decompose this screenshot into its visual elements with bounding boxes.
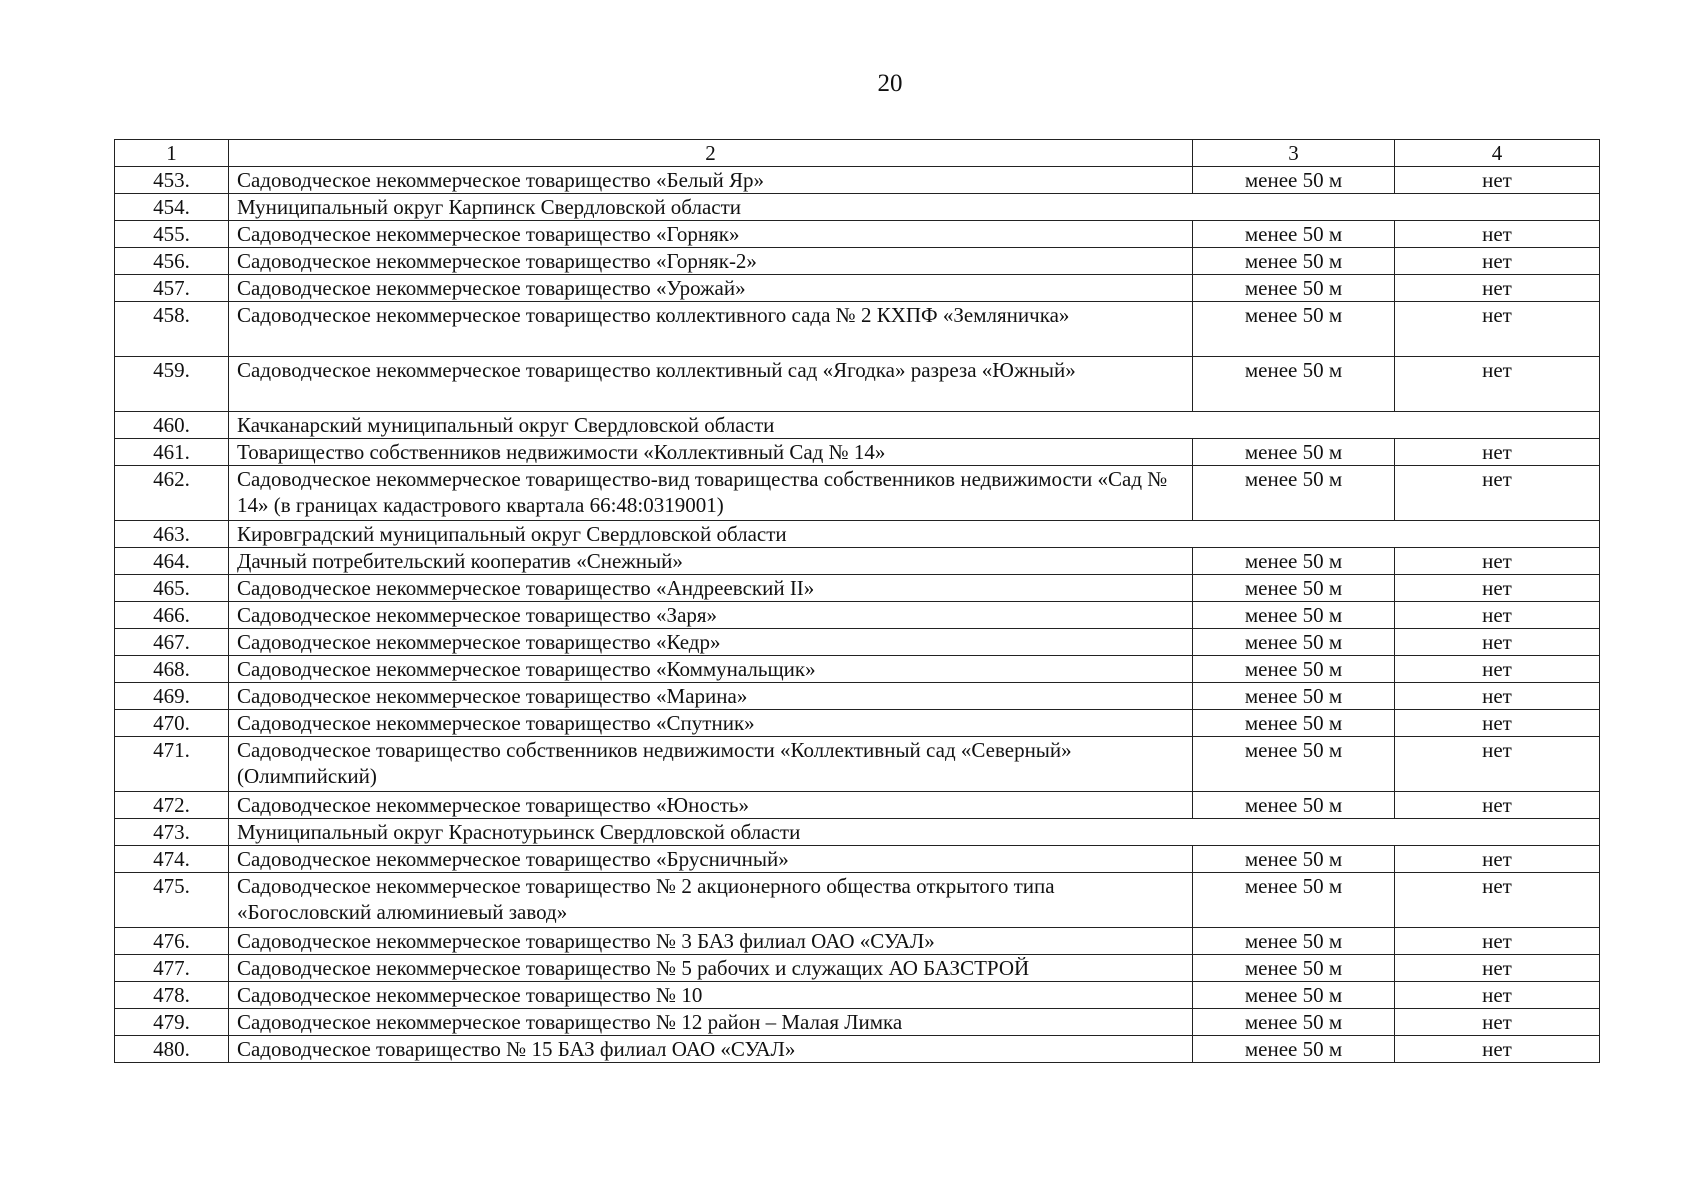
table-row	[115, 167, 1600, 194]
row-number: 453.	[115, 167, 229, 194]
flag-cell: нет	[1395, 275, 1600, 302]
flag-cell: нет	[1395, 602, 1600, 629]
flag-cell: нет	[1395, 1009, 1600, 1036]
row-number: 468.	[115, 656, 229, 683]
flag-cell: нет	[1395, 683, 1600, 710]
organization-name: Садоводческое некоммерческое товарищество «Андреевский II»	[229, 575, 1193, 602]
flag-cell: нет	[1395, 248, 1600, 275]
row-number: 454.	[115, 194, 229, 221]
flag-cell: нет	[1395, 629, 1600, 656]
flag-cell: нет	[1395, 302, 1600, 357]
organization-name: Садоводческое некоммерческое товарищество «Кедр»	[229, 629, 1193, 656]
organization-name: Садоводческое некоммерческое товарищество № 10	[229, 982, 1193, 1009]
row-number: 467.	[115, 629, 229, 656]
flag-cell: нет	[1395, 792, 1600, 819]
flag-cell: нет	[1395, 928, 1600, 955]
table-row	[115, 248, 1600, 275]
row-number: 462.	[115, 466, 229, 521]
table-header	[115, 140, 1600, 167]
table-row	[115, 221, 1600, 248]
row-number: 470.	[115, 710, 229, 737]
distance-cell: менее 50 м	[1193, 602, 1395, 629]
organization-name: Садоводческое некоммерческое товарищество «Заря»	[229, 602, 1193, 629]
table-row	[115, 982, 1600, 1009]
organization-name: Садоводческое некоммерческое товарищество «Юность»	[229, 792, 1193, 819]
distance-cell: менее 50 м	[1193, 982, 1395, 1009]
section-name: Муниципальный округ Карпинск Свердловской области	[229, 194, 1600, 221]
distance-cell: менее 50 м	[1193, 575, 1395, 602]
row-number: 479.	[115, 1009, 229, 1036]
row-number: 475.	[115, 873, 229, 928]
organization-name: Садоводческое товарищество № 15 БАЗ филиал ОАО «СУАЛ»	[229, 1036, 1193, 1063]
row-number: 459.	[115, 357, 229, 412]
flag-cell: нет	[1395, 873, 1600, 928]
flag-cell: нет	[1395, 710, 1600, 737]
distance-cell: менее 50 м	[1193, 248, 1395, 275]
row-number: 457.	[115, 275, 229, 302]
distance-cell: менее 50 м	[1193, 221, 1395, 248]
flag-cell: нет	[1395, 1036, 1600, 1063]
organization-name: Садоводческое некоммерческое товарищество «Горняк-2»	[229, 248, 1193, 275]
distance-cell: менее 50 м	[1193, 466, 1395, 521]
table-row	[115, 710, 1600, 737]
organization-name: Садоводческое некоммерческое товарищество «Белый Яр»	[229, 167, 1193, 194]
distance-cell: менее 50 м	[1193, 629, 1395, 656]
organization-name: Товарищество собственников недвижимости «Коллективный Сад № 14»	[229, 439, 1193, 466]
table-row	[115, 602, 1600, 629]
table-row	[115, 873, 1600, 928]
distance-cell: менее 50 м	[1193, 167, 1395, 194]
table-row	[115, 466, 1600, 521]
row-number: 469.	[115, 683, 229, 710]
distance-cell: менее 50 м	[1193, 439, 1395, 466]
flag-cell: нет	[1395, 955, 1600, 982]
distance-cell: менее 50 м	[1193, 548, 1395, 575]
row-number: 455.	[115, 221, 229, 248]
table-section-row	[115, 194, 1600, 221]
header-col-2: 2	[229, 140, 1193, 167]
table-body	[115, 167, 1600, 1063]
table-row	[115, 1036, 1600, 1063]
distance-cell: менее 50 м	[1193, 792, 1395, 819]
distance-cell: менее 50 м	[1193, 357, 1395, 412]
table-row	[115, 1009, 1600, 1036]
registry-table	[114, 139, 1600, 1063]
header-col-1: 1	[115, 140, 229, 167]
table-row	[115, 357, 1600, 412]
flag-cell: нет	[1395, 466, 1600, 521]
organization-name: Садоводческое некоммерческое товарищество «Урожай»	[229, 275, 1193, 302]
section-name: Качканарский муниципальный округ Свердловской области	[229, 412, 1600, 439]
table-section-row	[115, 819, 1600, 846]
table-row	[115, 737, 1600, 792]
table-row	[115, 439, 1600, 466]
organization-name: Садоводческое некоммерческое товарищество «Спутник»	[229, 710, 1193, 737]
organization-name: Садоводческое некоммерческое товарищество № 3 БАЗ филиал ОАО «СУАЛ»	[229, 928, 1193, 955]
organization-name: Садоводческое некоммерческое товарищество «Марина»	[229, 683, 1193, 710]
organization-name: Садоводческое некоммерческое товарищество «Коммунальщик»	[229, 656, 1193, 683]
distance-cell: менее 50 м	[1193, 737, 1395, 792]
table-row	[115, 928, 1600, 955]
organization-name: Садоводческое товарищество собственников недвижимости «Коллективный сад «Северный» (Олимпийский)	[229, 737, 1193, 792]
distance-cell: менее 50 м	[1193, 302, 1395, 357]
distance-cell: менее 50 м	[1193, 683, 1395, 710]
row-number: 478.	[115, 982, 229, 1009]
flag-cell: нет	[1395, 846, 1600, 873]
flag-cell: нет	[1395, 737, 1600, 792]
flag-cell: нет	[1395, 548, 1600, 575]
table-row	[115, 683, 1600, 710]
row-number: 471.	[115, 737, 229, 792]
section-name: Муниципальный округ Краснотурьинск Свердловской области	[229, 819, 1600, 846]
row-number: 463.	[115, 521, 229, 548]
row-number: 466.	[115, 602, 229, 629]
row-number: 460.	[115, 412, 229, 439]
table-row	[115, 656, 1600, 683]
organization-name: Садоводческое некоммерческое товарищество «Горняк»	[229, 221, 1193, 248]
organization-name: Садоводческое некоммерческое товарищество № 12 район – Малая Лимка	[229, 1009, 1193, 1036]
table-row	[115, 846, 1600, 873]
page-number	[0, 70, 1708, 98]
distance-cell: менее 50 м	[1193, 1009, 1395, 1036]
page-number-text: 20	[877, 70, 903, 97]
row-number: 472.	[115, 792, 229, 819]
flag-cell: нет	[1395, 575, 1600, 602]
table-row	[115, 955, 1600, 982]
distance-cell: менее 50 м	[1193, 710, 1395, 737]
distance-cell: менее 50 м	[1193, 275, 1395, 302]
row-number: 458.	[115, 302, 229, 357]
table-row	[115, 629, 1600, 656]
row-number: 476.	[115, 928, 229, 955]
organization-name: Дачный потребительский кооператив «Снежный»	[229, 548, 1193, 575]
row-number: 464.	[115, 548, 229, 575]
organization-name: Садоводческое некоммерческое товарищество коллективный сад «Ягодка» разреза «Южный»	[229, 357, 1193, 412]
flag-cell: нет	[1395, 439, 1600, 466]
distance-cell: менее 50 м	[1193, 955, 1395, 982]
flag-cell: нет	[1395, 656, 1600, 683]
table-section-row	[115, 412, 1600, 439]
table-row	[115, 302, 1600, 357]
row-number: 474.	[115, 846, 229, 873]
flag-cell: нет	[1395, 221, 1600, 248]
row-number: 477.	[115, 955, 229, 982]
distance-cell: менее 50 м	[1193, 846, 1395, 873]
table-row	[115, 548, 1600, 575]
organization-name: Садоводческое некоммерческое товарищество № 2 акционерного общества открытого типа «Богословский алюминиевый завод»	[229, 873, 1193, 928]
distance-cell: менее 50 м	[1193, 928, 1395, 955]
row-number: 473.	[115, 819, 229, 846]
header-col-3: 3	[1193, 140, 1395, 167]
distance-cell: менее 50 м	[1193, 873, 1395, 928]
row-number: 461.	[115, 439, 229, 466]
section-name: Кировградский муниципальный округ Свердловской области	[229, 521, 1600, 548]
flag-cell: нет	[1395, 982, 1600, 1009]
table-row	[115, 575, 1600, 602]
distance-cell: менее 50 м	[1193, 1036, 1395, 1063]
table-row	[115, 792, 1600, 819]
organization-name: Садоводческое некоммерческое товарищество коллективного сада № 2 КХПФ «Земляничка»	[229, 302, 1193, 357]
flag-cell: нет	[1395, 357, 1600, 412]
organization-name: Садоводческое некоммерческое товарищество-вид товарищества собственников недвижимости «Сад № 14» (в границах кадастрового квартала 66:48:0319001)	[229, 466, 1193, 521]
row-number: 465.	[115, 575, 229, 602]
table-section-row	[115, 521, 1600, 548]
distance-cell: менее 50 м	[1193, 656, 1395, 683]
organization-name: Садоводческое некоммерческое товарищество № 5 рабочих и служащих АО БАЗСТРОЙ	[229, 955, 1193, 982]
row-number: 480.	[115, 1036, 229, 1063]
organization-name: Садоводческое некоммерческое товарищество «Брусничный»	[229, 846, 1193, 873]
row-number: 456.	[115, 248, 229, 275]
table-row	[115, 275, 1600, 302]
header-col-4: 4	[1395, 140, 1600, 167]
flag-cell: нет	[1395, 167, 1600, 194]
